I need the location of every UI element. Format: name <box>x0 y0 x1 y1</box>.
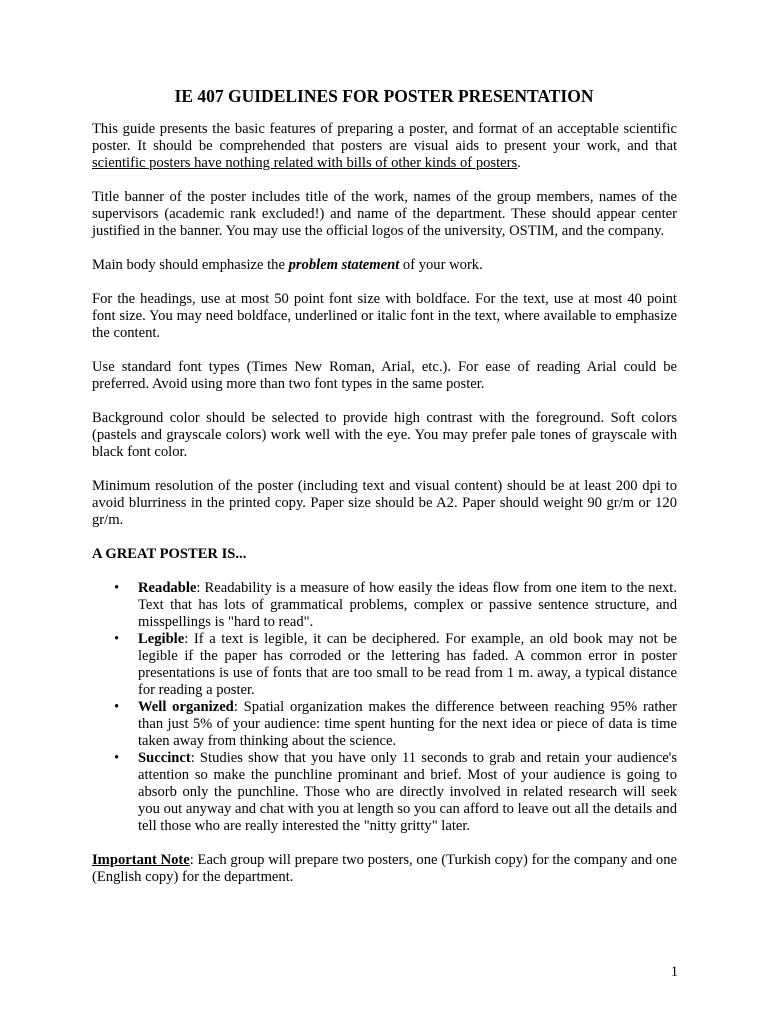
background-paragraph: Background color should be selected to provide high contrast with the foreground. Soft colors (pastels and grayscale colors) work well with the eye. You may prefer pale tones of grayscale with black font color. <box>92 410 677 460</box>
list-item <box>92 580 677 631</box>
document-body <box>92 121 677 903</box>
bullet-icon: • <box>114 580 120 596</box>
bullet-icon: • <box>114 699 120 715</box>
intro-end: . <box>517 155 521 171</box>
great-poster-heading: A GREAT POSTER IS... <box>92 546 247 562</box>
intro-paragraph <box>92 121 677 172</box>
great-poster-list <box>92 580 677 835</box>
font-paragraph: Use standard font types (Times New Roman, Arial, etc.). For ease of reading Arial could be preferred. Avoid using more than two font types in the same poster. <box>92 359 677 392</box>
bullet-text: : If a text is legible, it can be deciphered. For example, an old book may not be legible if the paper has corroded or the lettering has faded. A common error in poster presentations is use of fonts that are too small to be read from 1 m. away, a typical distance for reading a poster. <box>138 631 677 698</box>
bullet-text: : Studies show that you have only 11 seconds to grab and retain your audience's attention so make the punchline prominant and brief. Most of your audience is going to absorb only the punchline. Those who are directly involved in related research will seek you out anyway and chat with you at length so you can afford to leave out all the details and tell those who are really interested the "nitty gritty" later. <box>138 750 677 834</box>
important-note-label: Important Note <box>92 852 190 868</box>
bullet-term: Readable <box>138 580 197 596</box>
page-number: 1 <box>670 964 678 980</box>
bullet-term: Well organized <box>138 699 234 715</box>
important-note-text: : Each group will prepare two posters, one (Turkish copy) for the company and one (English copy) for the department. <box>92 852 677 885</box>
list-item <box>92 699 677 750</box>
bullet-term: Succinct <box>138 750 191 766</box>
main-body-before: Main body should emphasize the <box>92 257 289 273</box>
main-body-paragraph <box>92 257 677 274</box>
bullet-term: Legible <box>138 631 185 647</box>
bullet-text: : Readability is a measure of how easily the ideas flow from one item to the next. Text that has lots of grammatical problems, complex or passive sentence structure, and misspellings is "hard to read". <box>138 580 677 630</box>
resolution-paragraph: Minimum resolution of the poster (including text and visual content) should be at least 200 dpi to avoid blurriness in the printed copy. Paper size should be A2. Paper should weight 90 gr/m or 120 gr/m. <box>92 478 677 528</box>
list-item <box>92 750 677 835</box>
bullet-icon: • <box>114 750 120 766</box>
page-title: IE 407 GUIDELINES FOR POSTER PRESENTATION <box>174 86 594 106</box>
list-item <box>92 631 677 699</box>
intro-underlined-text: scientific posters have nothing related with bills of other kinds of posters <box>92 155 518 171</box>
problem-statement-emphasis: problem statement <box>288 257 400 273</box>
intro-text: This guide presents the basic features of preparing a poster, and format of an acceptable scientific poster. It should be comprehended that posters are visual aids to present your work, and that <box>92 121 677 154</box>
bullet-text: : Spatial organization makes the difference between reaching 95% rather than just 5% of your audience: time spent hunting for the next idea or piece of data is time taken away from thinking about the science. <box>138 699 678 749</box>
bullet-icon: • <box>114 631 120 647</box>
banner-paragraph: Title banner of the poster includes title of the work, names of the group members, names of the supervisors (academic rank excluded!) and name of the department. These should appear center justified in the banner. You may use the official logos of the university, OSTIM, and the company. <box>92 189 677 239</box>
important-note-paragraph <box>92 852 677 886</box>
main-body-after: of your work. <box>399 257 483 273</box>
headings-paragraph: For the headings, use at most 50 point font size with boldface. For the text, use at most 40 point font size. You may need boldface, underlined or italic font in the text, where available to emphasize the content. <box>92 291 677 341</box>
